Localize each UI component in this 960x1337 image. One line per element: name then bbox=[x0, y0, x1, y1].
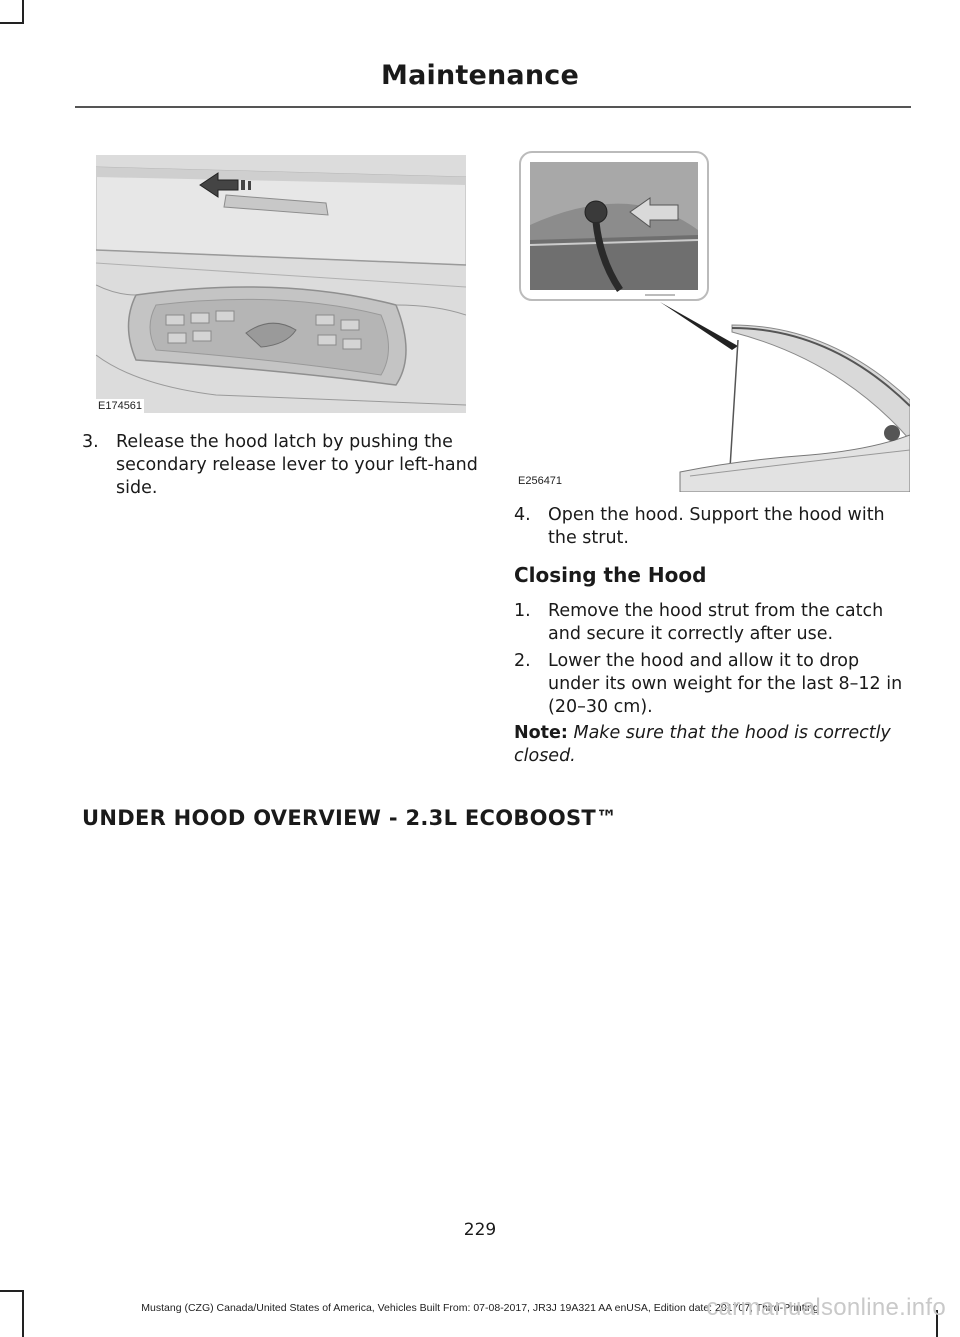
note-text: Make sure that the hood is correctly closed. bbox=[514, 723, 891, 766]
hood-strut-drawing bbox=[510, 150, 910, 492]
step-text: Open the hood. Support the hood with the strut. bbox=[548, 505, 885, 548]
step-number: 2. bbox=[514, 651, 531, 671]
crop-mark bbox=[22, 0, 24, 24]
step-number: 1. bbox=[514, 601, 531, 621]
figure-id-label: E174561 bbox=[98, 400, 143, 412]
step-3 bbox=[82, 431, 478, 500]
hood-latch-illustration bbox=[96, 155, 466, 413]
crop-mark bbox=[0, 22, 24, 24]
footer-text: Mustang (CZG) Canada/United States of America, Vehicles Built From: 07-08-2017, JR3J 19A321 AA enUSA, Edition date: 201707, Third-Printing bbox=[141, 1302, 819, 1314]
closing-step-1 bbox=[514, 600, 910, 646]
step-number: 4. bbox=[514, 505, 531, 525]
section-heading: UNDER HOOD OVERVIEW - 2.3L ECOBOOST™ bbox=[82, 806, 618, 830]
page-title: Maintenance bbox=[381, 60, 579, 91]
step-text: Lower the hood and allow it to drop under its own weight for the last 8–12 in (20–30 cm). bbox=[548, 651, 903, 717]
closing-step-2 bbox=[514, 650, 910, 719]
step-text: Release the hood latch by pushing the secondary release lever to your left-hand side. bbox=[116, 432, 478, 498]
step-number: 3. bbox=[82, 432, 99, 452]
crop-mark bbox=[0, 1290, 24, 1292]
step-text: Remove the hood strut from the catch and secure it correctly after use. bbox=[548, 601, 884, 644]
watermark: carmanualsonline.info bbox=[706, 1294, 946, 1321]
note bbox=[514, 722, 910, 768]
figure-id-label: E256471 bbox=[518, 475, 563, 487]
page-number: 229 bbox=[463, 1220, 497, 1240]
hood-latch-drawing bbox=[96, 155, 466, 413]
hood-strut-illustration bbox=[510, 150, 910, 492]
closing-the-hood-heading: Closing the Hood bbox=[514, 563, 707, 587]
note-label: Note: bbox=[514, 723, 568, 743]
header-rule bbox=[75, 106, 911, 108]
step-4 bbox=[514, 504, 910, 550]
